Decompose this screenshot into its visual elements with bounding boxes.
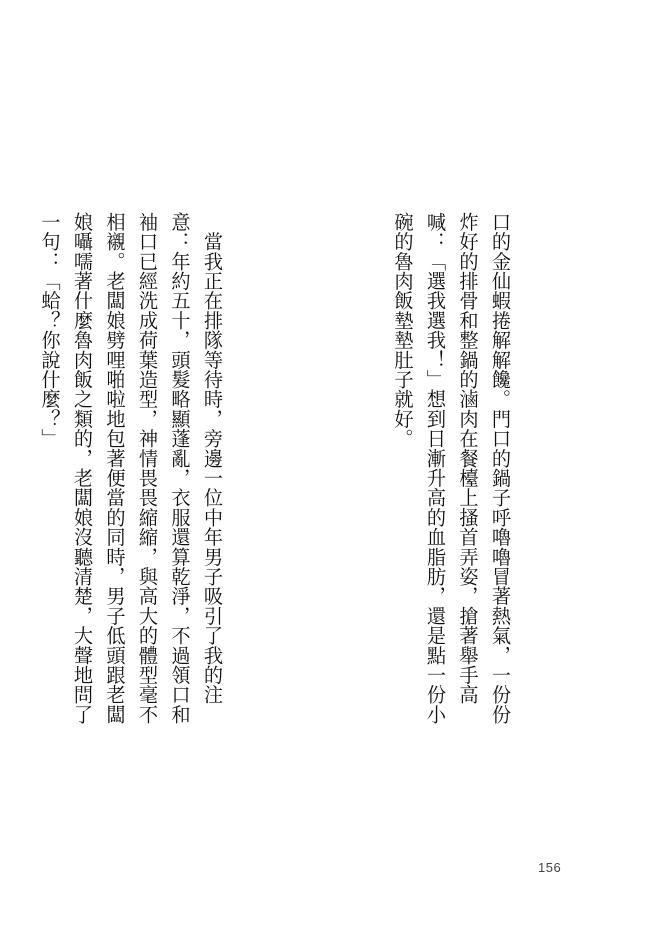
paragraph-break	[293, 212, 321, 737]
paragraph-1: 口的金仙蝦捲解解饞。門口的鍋子呼嚕嚕冒著熱氣，一份份炸好的排骨和整鍋的滷肉在餐檯上搔首弄姿，搶著舉手高喊：「選我選我！」想到日漸升高的血脂肪，還是點一份小碗的魯肉飯墊墊肚子就好。	[391, 212, 512, 725]
vertical-text-body	[0, 212, 581, 737]
paragraph-2: 當我正在排隊等待時，旁邊一位中年男子吸引了我的注意：年約五十，頭髮略顯蓬亂，衣服還算乾淨，不過領口和袖口已經洗成荷葉造型，神情畏畏縮縮，與高大的體型毫不相襯。老闆娘劈哩啪啦地包著便當的同時，男子低頭跟老闆娘囁嚅著什麼魯肉飯之類的，老闆娘沒聽清楚，大聲地問了一句：「蛤？你說什麼？」	[38, 212, 224, 725]
page-number: 156	[538, 860, 562, 875]
